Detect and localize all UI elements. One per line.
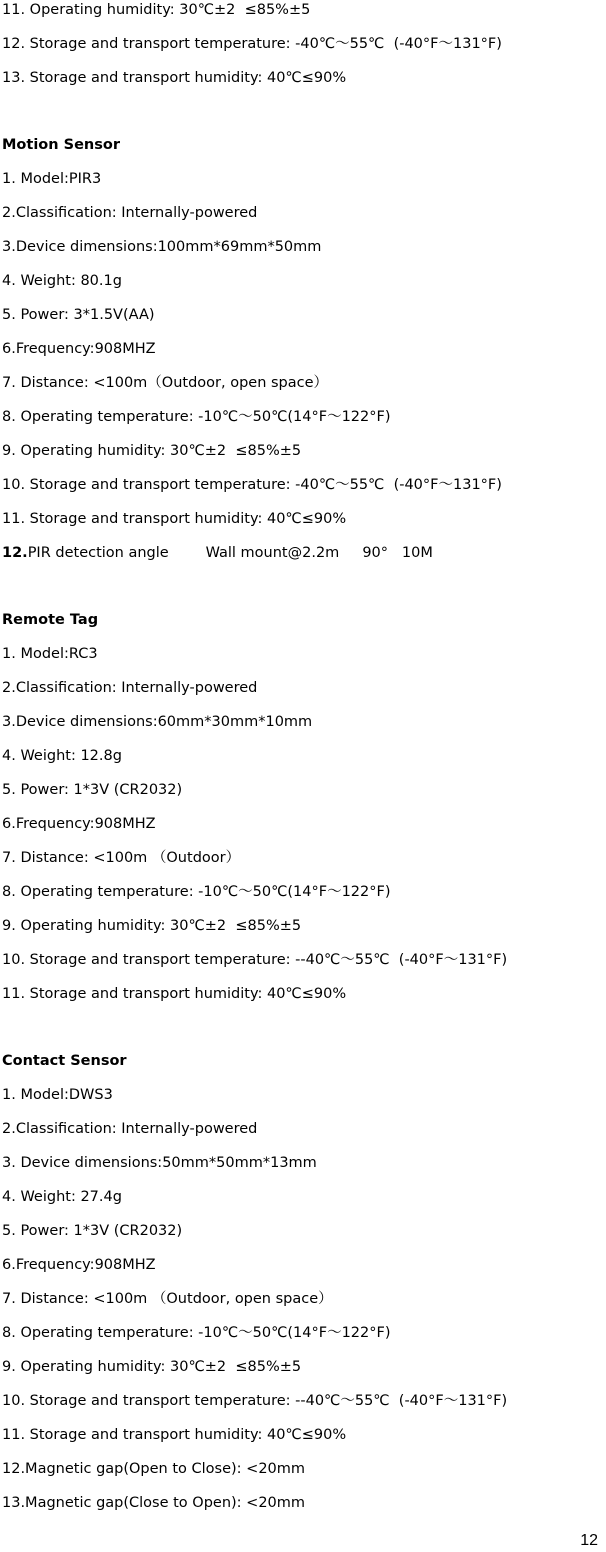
spec-line: 10. Storage and transport temperature: --40℃～55℃ (-40°F～131°F) bbox=[2, 952, 508, 968]
spec-line: 5. Power: 1*3V (CR2032) bbox=[2, 1223, 183, 1239]
spec-line: 13. Storage and transport humidity: 40℃≤90% bbox=[2, 70, 347, 86]
spec-line: 11. Storage and transport humidity: 40℃≤90% bbox=[2, 511, 347, 527]
pir-item-number: 12. bbox=[2, 545, 28, 561]
remote-tag-section bbox=[2, 610, 602, 1018]
section-heading: Motion Sensor bbox=[2, 137, 120, 153]
contact-sensor-section bbox=[2, 1051, 602, 1527]
spec-line: 4. Weight: 80.1g bbox=[2, 273, 122, 289]
spec-line-pir-angle bbox=[2, 543, 602, 577]
spec-line: 5. Power: 3*1.5V(AA) bbox=[2, 307, 155, 323]
section-heading: Remote Tag bbox=[2, 612, 99, 628]
spec-line: 2.Classification: Internally-powered bbox=[2, 1121, 258, 1137]
spec-line: 9. Operating humidity: 30℃±2 ≤85%±5 bbox=[2, 918, 302, 934]
spec-line: 11. Storage and transport humidity: 40℃≤90% bbox=[2, 1427, 347, 1443]
spec-line: 1. Model:RC3 bbox=[2, 646, 98, 662]
spec-line: 3.Device dimensions:60mm*30mm*10mm bbox=[2, 714, 313, 730]
spec-line: 4. Weight: 12.8g bbox=[2, 748, 122, 764]
spec-line: 7. Distance: <100m （Outdoor, open space） bbox=[2, 1291, 333, 1307]
spec-line: 7. Distance: <100m （Outdoor） bbox=[2, 850, 241, 866]
spec-line: 9. Operating humidity: 30℃±2 ≤85%±5 bbox=[2, 1359, 302, 1375]
spec-line: 8. Operating temperature: -10℃～50℃(14°F～122°F) bbox=[2, 884, 391, 900]
pir-item-text: PIR detection angle Wall mount@2.2m 90° 10M bbox=[27, 545, 433, 561]
spec-line: 6.Frequency:908MHZ bbox=[2, 816, 156, 832]
spec-line: 5. Power: 1*3V (CR2032) bbox=[2, 782, 183, 798]
spec-line: 12.Magnetic gap(Open to Close): <20mm bbox=[2, 1461, 306, 1477]
spec-line: 3. Device dimensions:50mm*50mm*13mm bbox=[2, 1155, 317, 1171]
spec-line: 4. Weight: 27.4g bbox=[2, 1189, 122, 1205]
spec-line: 1. Model:PIR3 bbox=[2, 171, 102, 187]
spec-line: 9. Operating humidity: 30℃±2 ≤85%±5 bbox=[2, 443, 302, 459]
section-gap bbox=[2, 577, 602, 610]
spec-line: 2.Classification: Internally-powered bbox=[2, 205, 258, 221]
spec-line: 10. Storage and transport temperature: --40℃～55℃ (-40°F～131°F) bbox=[2, 1393, 508, 1409]
spec-line: 2.Classification: Internally-powered bbox=[2, 680, 258, 696]
spec-line: 10. Storage and transport temperature: -40℃～55℃ (-40°F～131°F) bbox=[2, 477, 502, 493]
spec-line: 6.Frequency:908MHZ bbox=[2, 1257, 156, 1273]
section-gap bbox=[2, 102, 602, 135]
spec-line: 6.Frequency:908MHZ bbox=[2, 341, 156, 357]
spec-line: 12. Storage and transport temperature: -40℃～55℃ (-40°F～131°F) bbox=[2, 36, 502, 52]
section-gap bbox=[2, 1018, 602, 1051]
motion-sensor-section bbox=[2, 135, 602, 577]
spec-page bbox=[2, 0, 602, 1527]
intro-section bbox=[2, 0, 602, 102]
spec-line: 13.Magnetic gap(Close to Open): <20mm bbox=[2, 1495, 306, 1511]
spec-line: 11. Operating humidity: 30℃±2 ≤85%±5 bbox=[2, 2, 311, 18]
section-heading: Contact Sensor bbox=[2, 1053, 127, 1069]
spec-line: 8. Operating temperature: -10℃～50℃(14°F～122°F) bbox=[2, 1325, 391, 1341]
spec-line: 7. Distance: <100m（Outdoor, open space） bbox=[2, 375, 329, 391]
spec-line: 3.Device dimensions:100mm*69mm*50mm bbox=[2, 239, 322, 255]
spec-line: 11. Storage and transport humidity: 40℃≤90% bbox=[2, 986, 347, 1002]
spec-line: 8. Operating temperature: -10℃～50℃(14°F～122°F) bbox=[2, 409, 391, 425]
spec-line: 1. Model:DWS3 bbox=[2, 1087, 113, 1103]
page-number: 12 bbox=[580, 1532, 598, 1549]
